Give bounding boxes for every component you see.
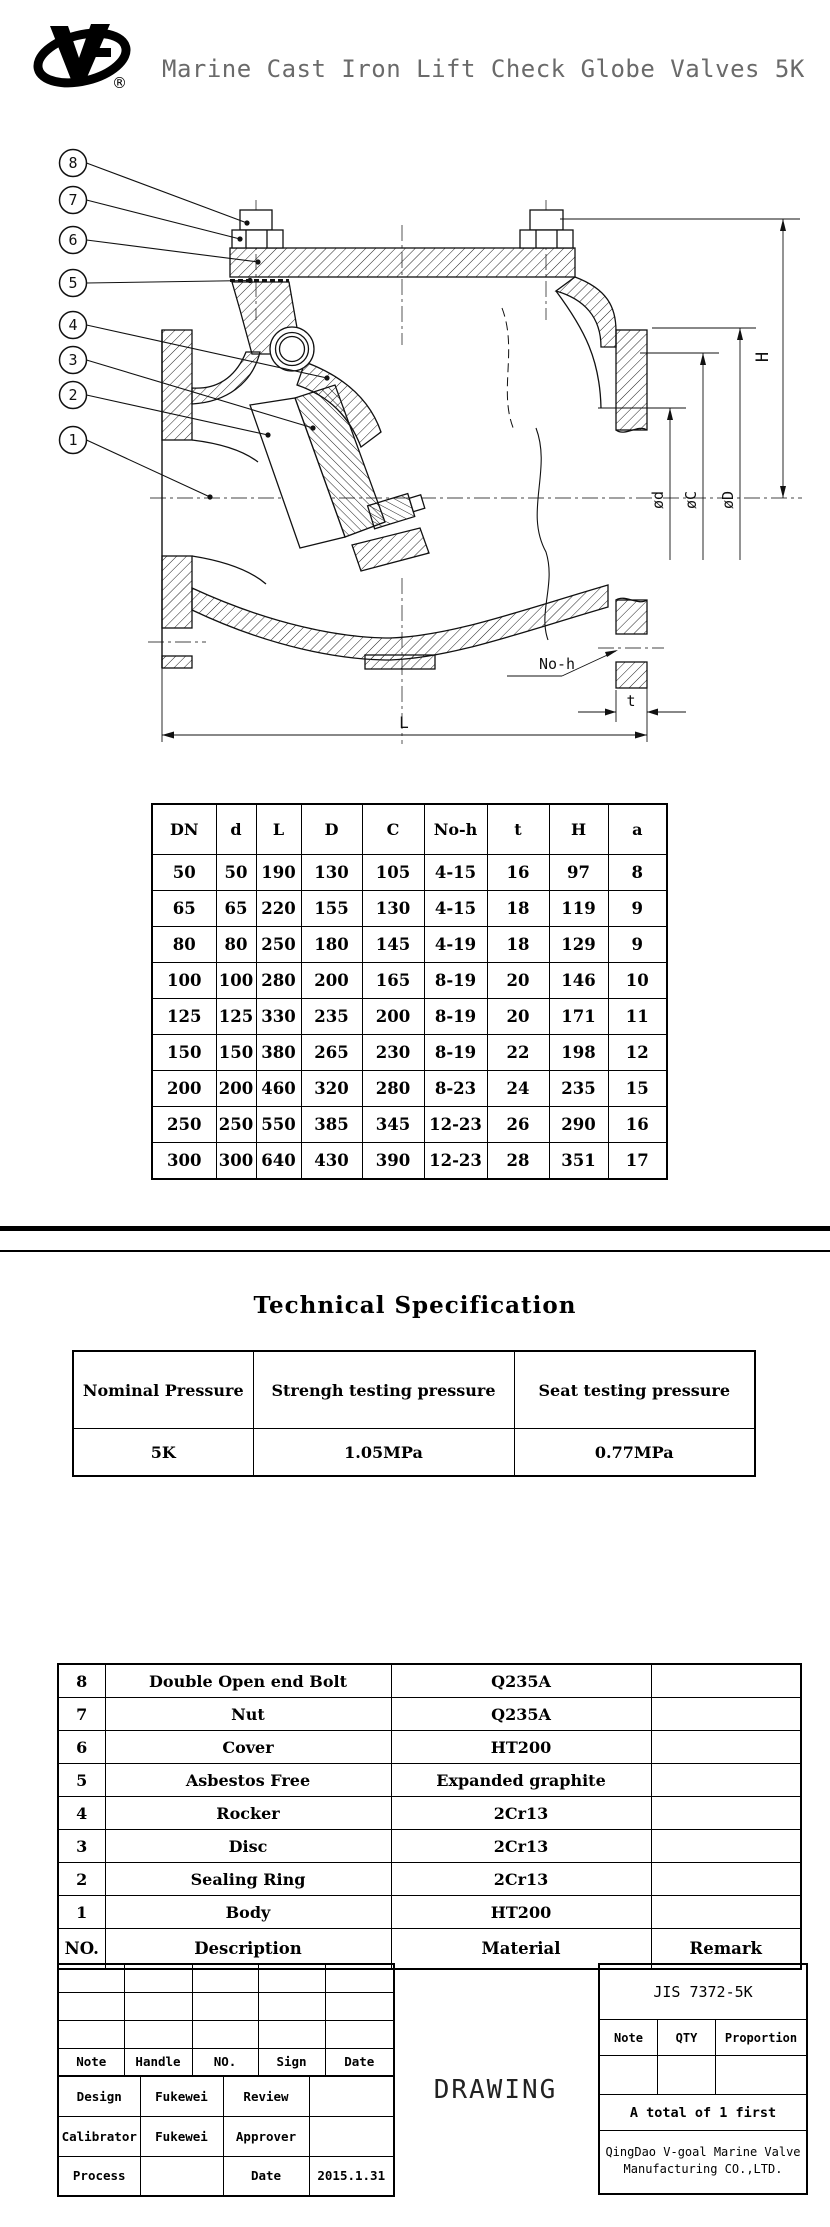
- titleblock-signature-cell: 2015.1.31: [309, 2156, 394, 2196]
- callout-7: [60, 187, 243, 242]
- dim-table-cell: 320: [301, 1071, 362, 1107]
- svg-text:2: 2: [68, 386, 78, 404]
- titleblock-signature-cell: Approver: [223, 2116, 309, 2156]
- empty-cell: [124, 1992, 192, 2020]
- parts-list-cell: 1: [58, 1896, 105, 1929]
- page-title: Marine Cast Iron Lift Check Globe Valves 5K: [162, 55, 805, 83]
- dim-table-cell: 8-19: [424, 963, 487, 999]
- dimension-table-row: [152, 999, 667, 1035]
- parts-list-cell: [651, 1896, 801, 1929]
- dim-table-cell: 4-19: [424, 927, 487, 963]
- titleblock-signature-cell: Date: [223, 2156, 309, 2196]
- dim-table-cell: 8-19: [424, 1035, 487, 1071]
- section-divider-thin: [0, 1250, 830, 1252]
- dim-table-cell: 190: [256, 855, 301, 891]
- empty-cell: [192, 1964, 258, 1992]
- dim-table-cell: 235: [549, 1071, 608, 1107]
- dim-table-cell: 200: [152, 1071, 216, 1107]
- parts-list-cell: 2Cr13: [391, 1863, 651, 1896]
- dim-table-cell: 15: [608, 1071, 667, 1107]
- dim-column-header: t: [487, 804, 549, 855]
- dimension-table-row: [152, 1071, 667, 1107]
- dim-table-cell: 200: [216, 1071, 256, 1107]
- parts-list-footer-cell: NO.: [58, 1929, 105, 1970]
- qty-column-header: QTY: [658, 2020, 716, 2055]
- dim-table-cell: 26: [487, 1107, 549, 1143]
- titleblock-signature-cell: Fukewei: [140, 2076, 223, 2116]
- parts-list-cell: Sealing Ring: [105, 1863, 391, 1896]
- titleblock-signature-cell: Calibrator: [58, 2116, 140, 2156]
- parts-list-cell: [651, 1797, 801, 1830]
- spec-table-container: [72, 1350, 756, 1477]
- dim-table-cell: 16: [608, 1107, 667, 1143]
- dim-table-cell: 265: [301, 1035, 362, 1071]
- dim-table-cell: 11: [608, 999, 667, 1035]
- spec-header-nominal-pressure: Nominal Pressure: [73, 1351, 253, 1429]
- dim-table-cell: 145: [362, 927, 424, 963]
- dim-table-cell: 50: [216, 855, 256, 891]
- parts-list-cell: HT200: [391, 1896, 651, 1929]
- dim-table-cell: 119: [549, 891, 608, 927]
- company-name: [600, 2131, 806, 2191]
- dim-table-cell: 385: [301, 1107, 362, 1143]
- callout-8: [60, 150, 250, 226]
- parts-list-cell: Nut: [105, 1698, 391, 1731]
- svg-text:7: 7: [68, 191, 78, 209]
- dim-label-H: H: [753, 351, 773, 363]
- dim-table-cell: 100: [216, 963, 256, 999]
- dim-table-cell: 16: [487, 855, 549, 891]
- spec-header-strength-testing-pressure: Strengh testing pressure: [253, 1351, 514, 1429]
- parts-list-row: [58, 1664, 801, 1698]
- parts-list-cell: 7: [58, 1698, 105, 1731]
- svg-text:4: 4: [68, 316, 78, 334]
- spec-value-strength-testing-pressure: 1.05MPa: [253, 1429, 514, 1477]
- dimension-table-row: [152, 891, 667, 927]
- parts-list-cell: [651, 1664, 801, 1698]
- parts-list-cell: Disc: [105, 1830, 391, 1863]
- dim-table-cell: 280: [256, 963, 301, 999]
- spec-header-seat-testing-pressure: Seat testing pressure: [514, 1351, 755, 1429]
- parts-list-cell: HT200: [391, 1731, 651, 1764]
- dim-table-cell: 125: [216, 999, 256, 1035]
- titleblock-left-top-table: [57, 1963, 395, 2077]
- parts-list-row: [58, 1830, 801, 1863]
- dim-table-cell: 165: [362, 963, 424, 999]
- parts-list-cell: Double Open end Bolt: [105, 1664, 391, 1698]
- dim-table-cell: 200: [301, 963, 362, 999]
- titleblock-signature-cell: Design: [58, 2076, 140, 2116]
- dim-table-cell: 129: [549, 927, 608, 963]
- titleblock-header-cell: Handle: [124, 2048, 192, 2076]
- titleblock-left-top-container: [57, 1963, 395, 2077]
- dim-table-cell: 390: [362, 1143, 424, 1180]
- parts-list-cell: Asbestos Free: [105, 1764, 391, 1797]
- dim-table-cell: 130: [301, 855, 362, 891]
- dim-table-cell: 12: [608, 1035, 667, 1071]
- dim-table-cell: 198: [549, 1035, 608, 1071]
- dim-table-cell: 4-15: [424, 891, 487, 927]
- svg-text:3: 3: [68, 351, 78, 369]
- cover-part: [230, 248, 575, 277]
- dim-label-phi-D: øD: [719, 490, 737, 510]
- dim-table-cell: 28: [487, 1143, 549, 1180]
- titleblock-left-bottom-container: [57, 2075, 395, 2197]
- parts-list-cell: 2Cr13: [391, 1797, 651, 1830]
- dim-table-cell: 200: [362, 999, 424, 1035]
- dimension-table-row: [152, 1107, 667, 1143]
- titleblock-signature-cell: Review: [223, 2076, 309, 2116]
- empty-cell: [325, 2020, 394, 2048]
- dim-column-header: a: [608, 804, 667, 855]
- dim-table-cell: 65: [152, 891, 216, 927]
- dim-table-cell: 8-23: [424, 1071, 487, 1107]
- parts-list-cell: [651, 1698, 801, 1731]
- dim-table-cell: 18: [487, 891, 549, 927]
- empty-cell: [258, 1992, 325, 2020]
- spec-table: [72, 1350, 756, 1477]
- dim-table-cell: 351: [549, 1143, 608, 1180]
- dim-table-cell: 22: [487, 1035, 549, 1071]
- dim-column-header: L: [256, 804, 301, 855]
- dimension-table: [151, 803, 668, 1180]
- dim-table-cell: 105: [362, 855, 424, 891]
- dim-table-cell: 80: [216, 927, 256, 963]
- titleblock-blank-row: [58, 1964, 394, 1992]
- parts-list-row: [58, 1797, 801, 1830]
- dim-table-cell: 65: [216, 891, 256, 927]
- company-name-line1: QingDao V-goal Marine Valve: [605, 2145, 801, 2159]
- outlet-flange: [616, 330, 647, 430]
- dim-table-cell: 235: [301, 999, 362, 1035]
- parts-list-row: [58, 1698, 801, 1731]
- dim-table-cell: 146: [549, 963, 608, 999]
- note-column-header: Note: [600, 2020, 658, 2055]
- note-value-cell: [600, 2056, 658, 2094]
- titleblock-header-cell: NO.: [192, 2048, 258, 2076]
- titleblock-signature-row: [58, 2116, 394, 2156]
- dim-table-cell: 20: [487, 999, 549, 1035]
- dimension-table-row: [152, 1143, 667, 1180]
- dim-table-cell: 250: [256, 927, 301, 963]
- dim-table-cell: 8: [608, 855, 667, 891]
- dim-label-phi-C: øC: [682, 490, 700, 510]
- dim-table-cell: 300: [152, 1143, 216, 1180]
- valve-body-section: [162, 210, 647, 688]
- dim-label-t: t: [626, 692, 636, 710]
- empty-cell: [124, 2020, 192, 2048]
- dim-table-cell: 50: [152, 855, 216, 891]
- titleblock-header-cell: Date: [325, 2048, 394, 2076]
- dim-table-cell: 330: [256, 999, 301, 1035]
- dim-table-cell: 220: [256, 891, 301, 927]
- dimension-table-row: [152, 963, 667, 999]
- callout-6: [60, 227, 261, 265]
- parts-list-container: [57, 1663, 802, 1970]
- dim-column-header: d: [216, 804, 256, 855]
- dim-table-cell: 290: [549, 1107, 608, 1143]
- dim-column-header: C: [362, 804, 424, 855]
- dim-table-cell: 10: [608, 963, 667, 999]
- titleblock-signature-cell: [309, 2076, 394, 2116]
- parts-list-cell: Cover: [105, 1731, 391, 1764]
- dim-table-cell: 380: [256, 1035, 301, 1071]
- dim-table-cell: 250: [216, 1107, 256, 1143]
- dim-label-L: L: [399, 713, 409, 732]
- dimension-table-row: [152, 855, 667, 891]
- dim-table-cell: 20: [487, 963, 549, 999]
- parts-list-cell: 2: [58, 1863, 105, 1896]
- dim-table-cell: 12-23: [424, 1143, 487, 1180]
- dim-table-cell: 250: [152, 1107, 216, 1143]
- titleblock-header-cell: Sign: [258, 2048, 325, 2076]
- dim-table-cell: 125: [152, 999, 216, 1035]
- registered-mark: ®: [112, 74, 127, 92]
- parts-list-row: [58, 1863, 801, 1896]
- dim-table-cell: 150: [216, 1035, 256, 1071]
- parts-list-cell: Body: [105, 1896, 391, 1929]
- dimension-table-header-row: [152, 804, 667, 855]
- dim-table-cell: 80: [152, 927, 216, 963]
- svg-text:6: 6: [68, 231, 78, 249]
- qty-value-cell: [658, 2056, 716, 2094]
- valve-section-drawing: [0, 0, 830, 800]
- titleblock-signature-cell: [140, 2156, 223, 2196]
- parts-list-cell: 8: [58, 1664, 105, 1698]
- empty-cell: [258, 2020, 325, 2048]
- empty-cell: [124, 1964, 192, 1992]
- titleblock-blank-row: [58, 2020, 394, 2048]
- svg-text:8: 8: [68, 154, 78, 172]
- dim-table-cell: 12-23: [424, 1107, 487, 1143]
- parts-list-cell: Q235A: [391, 1664, 651, 1698]
- dim-label-phi-d: ød: [649, 490, 667, 510]
- empty-cell: [58, 1964, 124, 1992]
- empty-cell: [58, 1992, 124, 2020]
- empty-cell: [58, 2020, 124, 2048]
- dim-table-cell: 300: [216, 1143, 256, 1180]
- dim-table-cell: 180: [301, 927, 362, 963]
- inlet-flange: [162, 330, 192, 440]
- parts-list-cell: [651, 1731, 801, 1764]
- dim-table-cell: 155: [301, 891, 362, 927]
- dim-table-cell: 130: [362, 891, 424, 927]
- spec-section-title: Technical Specification: [253, 1292, 577, 1319]
- dim-column-header: H: [549, 804, 608, 855]
- proportion-value-cell: [716, 2056, 806, 2094]
- dimension-table-row: [152, 1035, 667, 1071]
- parts-list-cell: Q235A: [391, 1698, 651, 1731]
- dim-table-cell: 100: [152, 963, 216, 999]
- parts-list-cell: Expanded graphite: [391, 1764, 651, 1797]
- dim-table-cell: 150: [152, 1035, 216, 1071]
- titleblock-signature-cell: [309, 2116, 394, 2156]
- parts-list-row: [58, 1896, 801, 1929]
- dimension-table-container: [151, 803, 668, 1180]
- parts-list-cell: [651, 1830, 801, 1863]
- dim-column-header: D: [301, 804, 362, 855]
- dim-table-cell: 9: [608, 891, 667, 927]
- dim-column-header: DN: [152, 804, 216, 855]
- empty-cell: [325, 1964, 394, 1992]
- dim-table-cell: 97: [549, 855, 608, 891]
- svg-text:1: 1: [68, 431, 78, 449]
- parts-list-cell: [651, 1863, 801, 1896]
- dim-table-cell: 4-15: [424, 855, 487, 891]
- dim-table-cell: 171: [549, 999, 608, 1035]
- dim-table-cell: 345: [362, 1107, 424, 1143]
- dim-table-cell: 230: [362, 1035, 424, 1071]
- parts-list-footer-cell: Remark: [651, 1929, 801, 1970]
- parts-list-cell: [651, 1764, 801, 1797]
- parts-list-cell: 6: [58, 1731, 105, 1764]
- parts-list-cell: 4: [58, 1797, 105, 1830]
- dim-table-cell: 24: [487, 1071, 549, 1107]
- spec-value-nominal-pressure: 5K: [73, 1429, 253, 1477]
- dim-table-cell: 460: [256, 1071, 301, 1107]
- parts-list-table: [57, 1663, 802, 1970]
- cover-bolts: [232, 210, 573, 248]
- empty-cell: [192, 1992, 258, 2020]
- dim-label-no-h: No-h: [538, 655, 576, 673]
- dim-table-cell: 18: [487, 927, 549, 963]
- drawing-type-label: DRAWING: [433, 2075, 558, 2105]
- dim-table-cell: 17: [608, 1143, 667, 1180]
- svg-text:5: 5: [68, 274, 78, 292]
- standard-number: JIS 7372-5K: [600, 1965, 806, 2020]
- titleblock-blank-row: [58, 1992, 394, 2020]
- dim-column-header: No-h: [424, 804, 487, 855]
- body-part: [192, 585, 608, 660]
- proportion-column-header: Proportion: [724, 2030, 798, 2045]
- dim-table-cell: 640: [256, 1143, 301, 1180]
- empty-cell: [258, 1964, 325, 1992]
- company-name-line2: Manufacturing CO.,LTD.: [623, 2162, 783, 2176]
- empty-cell: [192, 2020, 258, 2048]
- spec-value-seat-testing-pressure: 0.77MPa: [514, 1429, 755, 1477]
- dim-table-cell: 430: [301, 1143, 362, 1180]
- titleblock-signature-row: [58, 2076, 394, 2116]
- titleblock-signature-cell: Fukewei: [140, 2116, 223, 2156]
- titleblock-header-cell: Note: [58, 2048, 124, 2076]
- dim-table-cell: 8-19: [424, 999, 487, 1035]
- parts-list-cell: Rocker: [105, 1797, 391, 1830]
- titleblock-signature-row: [58, 2156, 394, 2196]
- parts-list-row: [58, 1731, 801, 1764]
- empty-cell: [325, 1992, 394, 2020]
- parts-list-cell: 5: [58, 1764, 105, 1797]
- dim-table-cell: 550: [256, 1107, 301, 1143]
- dim-table-cell: 9: [608, 927, 667, 963]
- parts-list-footer-cell: Material: [391, 1929, 651, 1970]
- parts-list-cell: 2Cr13: [391, 1830, 651, 1863]
- titleblock-signature-cell: Process: [58, 2156, 140, 2196]
- parts-list-cell: 3: [58, 1830, 105, 1863]
- parts-list-row: [58, 1764, 801, 1797]
- titleblock-left-bottom-table: [57, 2075, 395, 2197]
- titleblock-header-row: [58, 2048, 394, 2076]
- parts-list-footer-cell: Description: [105, 1929, 391, 1970]
- dim-table-cell: 280: [362, 1071, 424, 1107]
- sheet-total-note: A total of 1 first: [600, 2095, 806, 2131]
- dimension-table-row: [152, 927, 667, 963]
- callout-5: [60, 270, 253, 297]
- section-divider-thick: [0, 1226, 830, 1231]
- titleblock-right: [598, 1963, 808, 2195]
